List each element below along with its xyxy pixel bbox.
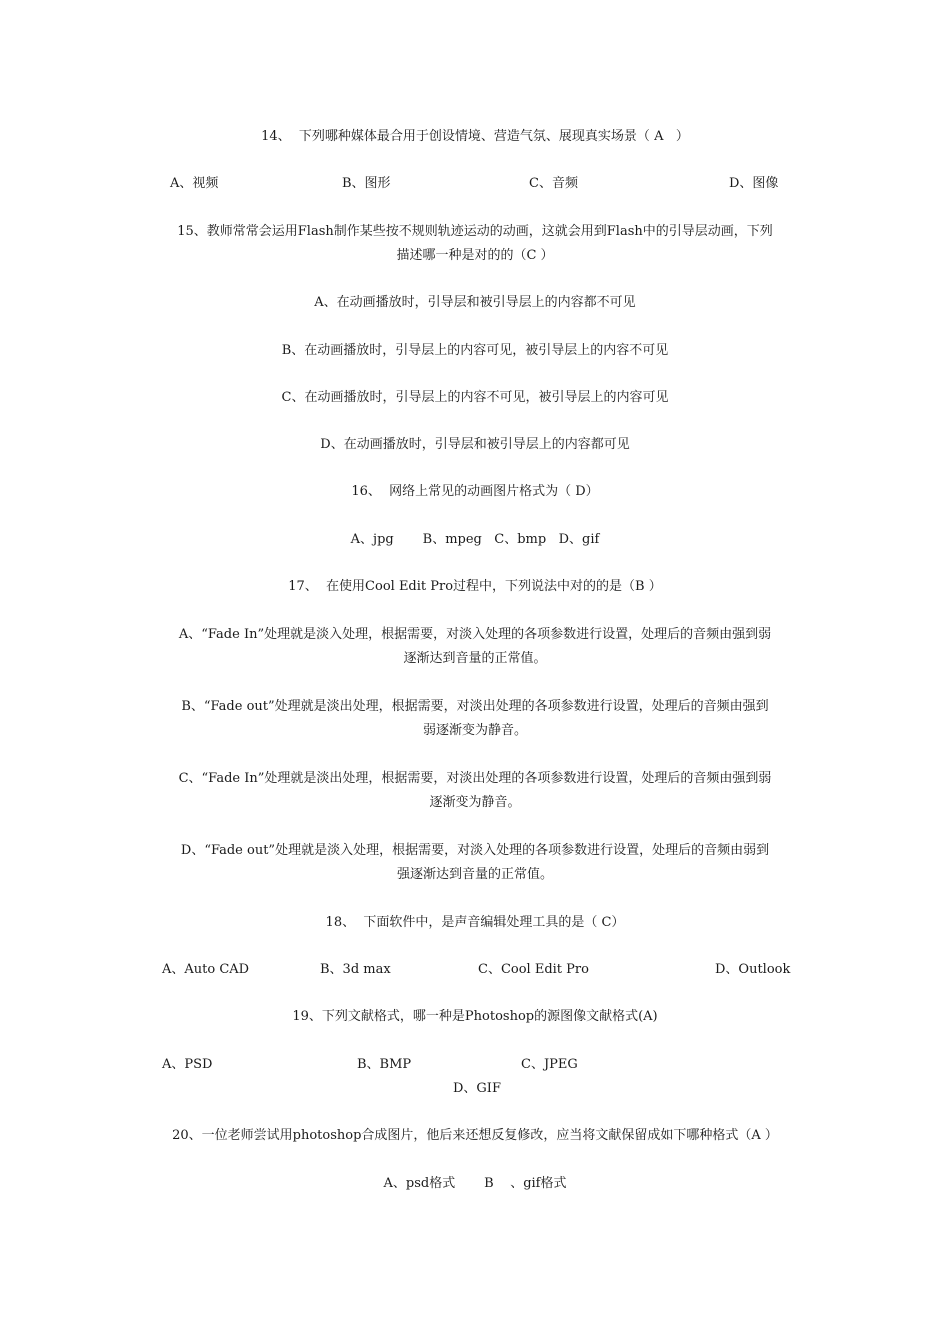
q20-question: 20、一位老师尝试用photoshop合成图片，他后来还想反复修改，应当将文献保留成如下哪种格式（A ） — [172, 1128, 778, 1143]
q18-question: 18、 下面软件中，是声音编辑处理工具的是（ C） — [325, 915, 625, 930]
q18-option-a: A、Auto CAD — [162, 962, 250, 977]
q17-option-d-line1: D、“Fade out”处理就是淡入处理，根据需要，对淡入处理的各项参数进行设置，处理后的音频由弱到 — [180, 843, 770, 858]
q15-option-d: D、在动画播放时，引导层和被引导层上的内容都可见 — [320, 437, 630, 452]
q19-option-c: C、JPEG — [521, 1057, 578, 1072]
q17-option-b-line2: 弱逐渐变为静音。 — [422, 723, 527, 738]
q14-option-a: A、视频 — [170, 176, 219, 191]
q15-option-a: A、在动画播放时，引导层和被引导层上的内容都不可见 — [314, 295, 636, 310]
q17-option-b-line1: B、“Fade out”处理就是淡出处理，根据需要，对淡出处理的各项参数进行设置，处理后的音频由强到 — [181, 699, 769, 714]
q15-question-line2: 描述哪一种是对的的（C ） — [396, 248, 554, 263]
q17-option-d-line2: 强逐渐达到音量的正常值。 — [396, 867, 553, 882]
q15-option-b: B、在动画播放时，引导层上的内容可见，被引导层上的内容不可见 — [281, 343, 669, 358]
q14-question: 14、 下列哪种媒体最合用于创设情境、营造气氛、展现真实场景（ A ） — [261, 129, 689, 144]
q19-option-a: A、PSD — [162, 1057, 213, 1072]
q14-option-c: C、音频 — [529, 176, 578, 191]
q16-options: A、jpg B、mpeg C、bmp D、gif — [350, 532, 600, 547]
q19-option-d: D、GIF — [453, 1081, 501, 1096]
q20-options: A、psd格式 B 、gif格式 — [383, 1176, 567, 1191]
q18-option-d: D、Outlook — [715, 962, 791, 977]
q16-question: 16、 网络上常见的动画图片格式为（ D） — [351, 484, 599, 499]
q15-question-line1: 15、教师常常会运用Flash制作某些按不规则轨迹运动的动画，这就会用到Flash中的引导层动画，下列 — [177, 224, 773, 239]
q19-option-b: B、BMP — [357, 1057, 412, 1072]
q17-question: 17、 在使用Cool Edit Pro过程中，下列说法中对的的是（B ） — [288, 579, 662, 594]
q19-question: 19、下列文献格式，哪一种是Photoshop的源图像文献格式(A) — [292, 1009, 658, 1024]
q14-option-b: B、图形 — [342, 176, 391, 191]
q15-option-c: C、在动画播放时，引导层上的内容不可见，被引导层上的内容可见 — [281, 390, 669, 405]
q18-option-b: B、3d max — [320, 962, 391, 977]
q17-option-c-line1: C、“Fade In”处理就是淡出处理，根据需要，对淡出处理的各项参数进行设置，处理后的音频由强到弱 — [178, 771, 772, 786]
q18-option-c: C、Cool Edit Pro — [478, 962, 589, 977]
q17-option-a-line1: A、“Fade In”处理就是淡入处理，根据需要，对淡入处理的各项参数进行设置，处理后的音频由强到弱 — [178, 627, 772, 642]
q14-option-d: D、图像 — [729, 176, 779, 191]
q17-option-a-line2: 逐渐达到音量的正常值。 — [403, 651, 547, 666]
q17-option-c-line2: 逐渐变为静音。 — [429, 795, 521, 810]
